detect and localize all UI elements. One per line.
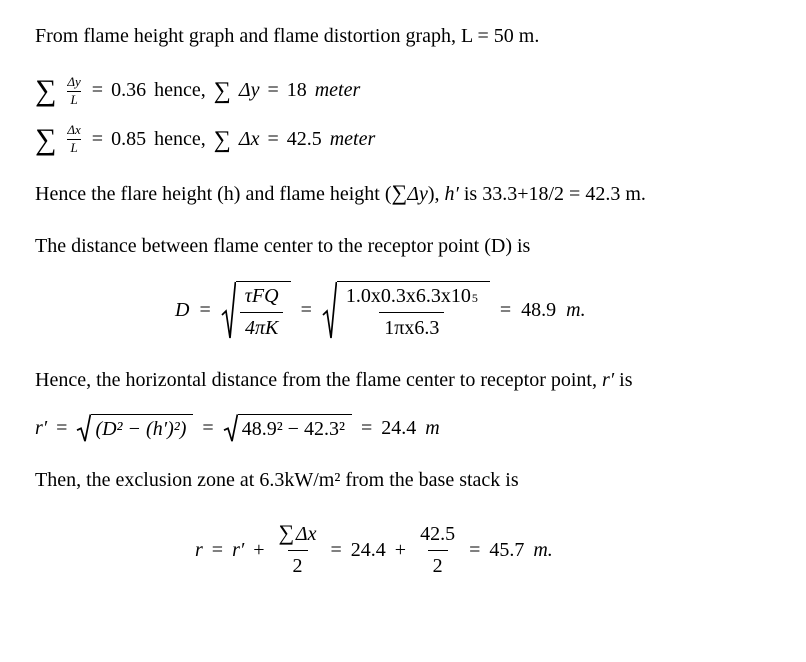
equals-sign: = <box>330 538 342 561</box>
fraction-numerator: 1.0x0.3x6.3x10 5 <box>345 284 478 307</box>
value: 0.36 <box>111 79 147 102</box>
value: 18 <box>286 79 307 102</box>
unit-label: m. <box>566 298 586 321</box>
math-term: D <box>175 298 190 321</box>
sqrt-radical-icon <box>221 281 236 341</box>
fraction-numerator: τFQ <box>244 284 279 307</box>
fraction-numerator: Δx <box>67 122 81 138</box>
summation-icon: ∑ <box>35 122 57 156</box>
equals-sign: = <box>91 79 104 102</box>
math-term: Δy <box>238 79 260 102</box>
result-value: 45.7 <box>489 538 525 561</box>
equation-exclusion-radius <box>195 522 786 578</box>
equals-sign: = <box>469 538 481 561</box>
fraction-numerator <box>274 522 322 550</box>
square-root <box>76 414 193 443</box>
summation-icon: ∑ <box>278 520 295 546</box>
math-term: Δx <box>238 128 260 151</box>
summation-icon: ∑ <box>391 180 408 206</box>
summation-icon: ∑ <box>35 74 57 108</box>
text-segment: is <box>614 368 633 391</box>
math-term: Δx <box>295 523 317 546</box>
fraction-denominator: L <box>67 91 80 108</box>
math-term: r <box>195 538 203 561</box>
square-root <box>221 281 291 341</box>
unit-label: meter <box>329 128 376 151</box>
sqrt-content: 48.9² − 42.3² <box>238 414 352 443</box>
equals-sign: = <box>91 128 104 151</box>
equals-sign: = <box>211 538 224 561</box>
sqrt-radical-icon <box>322 281 337 341</box>
sqrt-content <box>236 281 291 341</box>
equals-sign: = <box>499 298 512 321</box>
equals-sign: = <box>267 79 279 102</box>
fraction-dy-over-L <box>64 75 83 108</box>
equals-sign: = <box>360 416 373 439</box>
sqrt-radical-icon <box>223 414 238 443</box>
sqrt-content <box>337 281 490 341</box>
unit-label: m. <box>533 538 553 561</box>
math-term: r′ <box>601 368 615 391</box>
text-segment: Hence, the horizontal distance from the flame center to receptor point, <box>35 368 602 391</box>
fraction-denominator: 4πK <box>240 312 283 340</box>
sqrt-content: (D² − (h′)²) <box>91 414 193 443</box>
plus-sign: + <box>394 538 407 561</box>
result-value: 48.9 <box>521 298 557 321</box>
math-term: Δy <box>407 183 428 206</box>
math-term: h′ <box>444 183 459 206</box>
word-hence: hence, <box>154 128 206 151</box>
paragraph-exclusion-zone: Then, the exclusion zone at 6.3kW/m² from the base stack is <box>35 468 519 491</box>
unit-label: m <box>425 416 440 439</box>
square-root <box>223 414 352 443</box>
word-hence: hence, <box>154 79 206 102</box>
equals-sign: = <box>300 298 312 321</box>
equals-sign: = <box>202 416 214 439</box>
fraction-denominator: 1πx6.3 <box>379 312 444 340</box>
equals-sign: = <box>56 416 68 439</box>
equals-sign: = <box>267 128 279 151</box>
paragraph-intro: From flame height graph and flame distortion graph, L = 50 m. <box>35 25 540 47</box>
value: 42.5 <box>286 128 322 151</box>
paragraph-distance-D: The distance between flame center to the receptor point (D) is <box>35 234 531 257</box>
fraction-denominator: L <box>67 139 80 156</box>
fraction-numerator: Δy <box>67 73 81 89</box>
math-term: r′ <box>35 416 48 439</box>
fraction-tFQ-over-4piK <box>240 285 284 340</box>
equation-flame-distortion-ratio <box>35 123 786 156</box>
text-segment: Hence the flare height (h) and flame height ( <box>35 183 392 206</box>
fraction-denominator: 2 <box>288 550 308 578</box>
paragraph-horizontal-distance <box>35 369 786 393</box>
fraction-sum-dx-over-2 <box>274 522 322 578</box>
summation-icon: ∑ <box>213 78 231 105</box>
fraction-42-5-over-2 <box>415 523 460 578</box>
fraction-numeric <box>341 285 483 340</box>
result-value: 24.4 <box>381 416 417 439</box>
equation-distance-D <box>175 281 786 341</box>
sqrt-radical-icon <box>76 414 91 443</box>
fraction-dx-over-L <box>64 123 83 156</box>
unit-label: meter <box>314 79 361 102</box>
square-root <box>322 281 490 341</box>
text-segment: is 33.3+18/2 = 42.3 m. <box>458 183 646 206</box>
equation-flame-height-ratio <box>35 75 786 108</box>
equals-sign: = <box>199 298 211 321</box>
fraction-numerator: 42.5 <box>420 522 456 545</box>
summation-icon: ∑ <box>213 126 231 153</box>
text-segment: ), <box>427 183 445 206</box>
equation-r-prime <box>35 414 786 443</box>
paragraph-flare-height <box>35 182 786 207</box>
value: 1.0x0.3x6.3x10 <box>345 284 471 307</box>
value: 24.4 <box>350 538 386 561</box>
plus-sign: + <box>253 538 265 561</box>
math-term: r′ <box>232 538 245 561</box>
fraction-denominator: 2 <box>428 550 448 578</box>
value: 0.85 <box>111 128 147 151</box>
